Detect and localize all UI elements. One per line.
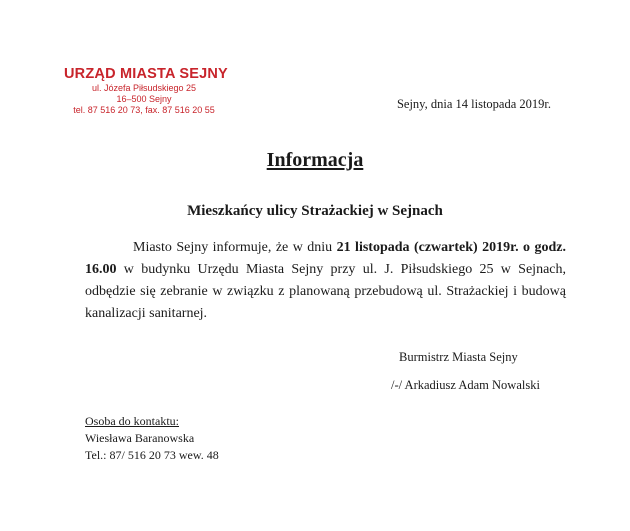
body-text-part1: Miasto Sejny informuje, że w dniu bbox=[133, 240, 337, 255]
document-subtitle: Mieszkańcy ulicy Strażackiej w Sejnach bbox=[187, 203, 443, 219]
letterhead-phone-fax: tel. 87 516 20 73, fax. 87 516 20 55 bbox=[73, 105, 215, 115]
letterhead-postal-city: 16–500 Sejny bbox=[116, 94, 172, 104]
document-title-wrapper bbox=[0, 149, 630, 172]
document-title: Informacja bbox=[266, 149, 364, 171]
body-paragraph bbox=[85, 237, 566, 325]
letterhead bbox=[64, 66, 228, 116]
body-text-part2: w budynku Urzędu Miasta Sejny przy ul. J. Piłsudskiego 25 w Sejnach, odbędzie się zebranie w związku z planowaną przebudową ul. Strażackiej i budową kanalizacji sanitarnej. bbox=[85, 262, 566, 321]
letterhead-organization: URZĄD MIASTA SEJNY bbox=[64, 66, 228, 82]
contact-phone: Tel.: 87/ 516 20 73 wew. 48 bbox=[85, 448, 219, 462]
letterhead-street: ul. Józefa Piłsudskiego 25 bbox=[91, 83, 197, 93]
body-text-bold-date: 21 listopada (czwartek) 2019r. o godz. 16.00 bbox=[85, 240, 566, 277]
contact-name: Wiesława Baranowska bbox=[85, 431, 195, 445]
contact-heading: Osoba do kontaktu: bbox=[85, 414, 179, 428]
signature-title: Burmistrz Miasta Sejny bbox=[399, 350, 518, 364]
date-line: Sejny, dnia 14 listopada 2019r. bbox=[396, 97, 551, 111]
contact-block bbox=[85, 413, 219, 464]
signature-name: /-/ Arkadiusz Adam Nowalski bbox=[391, 378, 540, 392]
